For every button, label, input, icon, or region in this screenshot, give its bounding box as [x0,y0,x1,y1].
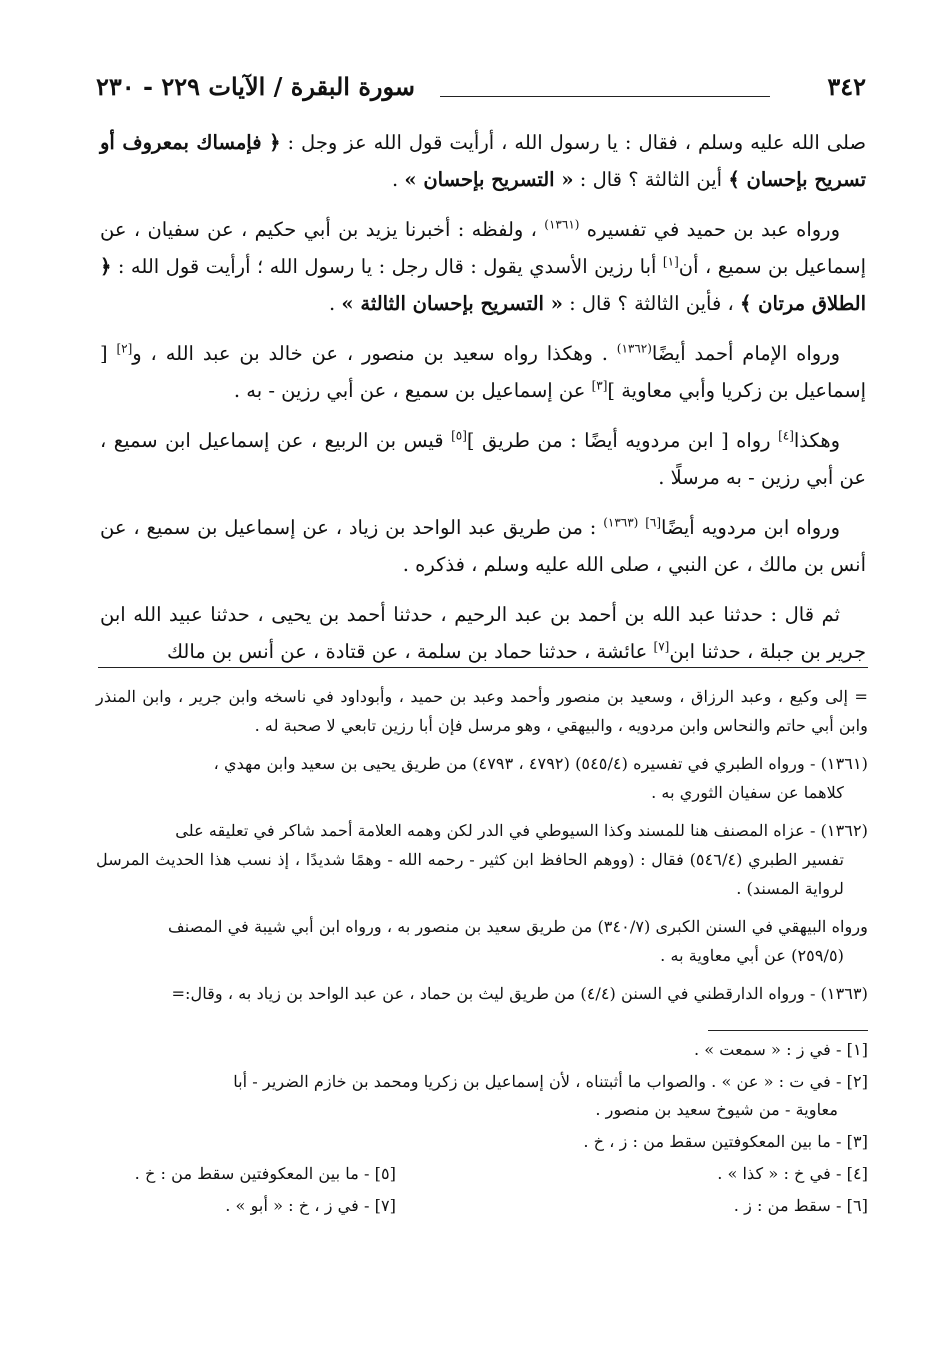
text-run: ورواه الإمام أحمد أيضًا [651,342,841,365]
text-run: ، فأين الثالثة ؟ قال : [569,292,734,315]
text-run: . [329,292,336,315]
text-run: رواه [ ابن مردويه أيضًا : من طريق ] [466,429,771,452]
text-run: صلى الله عليه وسلم ، فقال : يا رسول الله ، أرأيت قول الله عز وجل : [287,131,867,154]
paragraph-6 [100,596,866,670]
footnote [96,979,868,1008]
footnote [96,912,868,970]
variant-row [96,1160,868,1188]
text-run: ثم قال : حدثنا عبد الله بن أحمد بن عبد الرحيم ، حدثنا أحمد بن يحيى ، حدثنا عبيد الله ابن جرير بن جبلة ، حدثنا ابن [100,603,866,663]
footnote [96,749,868,807]
variants-separator [708,1030,868,1031]
variant-note [96,1128,868,1156]
variant-ref: [٧] [653,639,670,654]
footnote-ref: (١٣٦٢) [616,341,652,356]
footnote [96,682,868,740]
main-text [100,124,866,683]
text-run: أبا رزين الأسدي يقول : قال رجل : يا رسول الله ؛ أرأيت قول الله : [117,255,657,278]
footnote-continuation: كلاهما عن سفيان الثوري به . [651,783,844,802]
variant-note [96,1036,868,1064]
footnote-text: ورواه البيهقي في السنن الكبرى (٣٤٠/٧) من طريق سعيد بن منصور به ، ورواه ابن أبي شيبة في المصنف [168,917,868,936]
paragraph-5 [100,509,866,583]
variant-text: [٥] - ما بين المعكوفتين سقط من : خ . [134,1164,396,1183]
footnote-text: = إلى وكيع ، وعبد الرزاق ، وسعيد بن منصور وأحمد وعبد بن حميد ، وأبوداود في ناسخه وابن جرير ، وابن المنذر وابن أبي حاتم والنحاس وابن مردويه ، والبيهقي ، وهو مرسل فإن أبا رزين تابعي لا صحبة له . [96,687,868,735]
text-run: : من طريق عبد الواحد بن زياد ، عن إسماعيل بن سميع ، عن أنس بن مالك ، عن النبي ، صلى الله عليه وسلم ، فذكره . [100,516,866,576]
variant-ref: [٤] [778,428,794,443]
running-title: سورة البقرة / الآيات ٢٢٩ - ٢٣٠ [96,71,415,101]
text-run: ورواه ابن مردويه أيضًا [661,516,840,539]
variant-ref: [٣] [591,378,608,393]
text-run: قيس بن الربيع ، عن إسماعيل ابن سميع ، عن أبي رزين - به مرسلًا . [100,429,866,489]
variant-text: [١] - في ز : « سمعت » . [693,1040,868,1059]
variant-text: [٢] - في ت : « عن » . والصواب ما أثبتناه ، لأن إسماعيل بن زكريا ومحمد بن خازم الضرير - أبا [233,1072,868,1091]
text-run: . وهكذا رواه سعيد بن منصور ، عن خالد بن عبد الله ، و [132,342,608,365]
paragraph-4 [100,422,866,496]
header-rule [440,96,770,97]
quoted-phrase: « التسريح بإحسان الثالثة » [341,292,563,315]
text-run: وهكذا [793,429,841,452]
footnote-continuation: تفسير الطبري (٥٤٦/٤) فقال : (ووهم الحافظ ابن كثير - رحمه الله - وهمًا شديدًا ، إذ نسب هذا الحديث المرسل لرواية المسند) . [96,850,844,898]
page-number: ٣٤٢ [827,71,866,101]
variant-ref: [٢] [116,341,133,356]
page-header [96,66,866,106]
footnote-ref: (١٣٦٣) [603,515,639,530]
paragraph-3 [100,335,866,409]
variant-row [96,1192,868,1220]
quoted-phrase: « التسريح بإحسان » [404,168,574,191]
text-run: . [391,168,399,191]
variant-ref: [٥] [451,428,467,443]
text-run: ، ولفظه : أخبرنا يزيد بن أبي حكيم ، عن سفيان ، عن إسماعيل بن سميع ، أن [100,218,867,278]
paragraph-2 [100,211,866,322]
variant-continuation: معاوية - من شيوخ سعيد بن منصور . [595,1100,838,1119]
text-run: ورواه عبد بن حميد في تفسيره [586,218,840,241]
text-run: [ إسماعيل بن زكريا وأبي معاوية ] [100,342,866,402]
variant-text: [٦] - سقط من : ز . [733,1196,868,1215]
text-run: أين الثالثة ؟ قال : [579,168,723,191]
footnote [96,816,868,903]
manuscript-variants [96,1036,868,1224]
footnote-separator [98,667,868,668]
footnote-text: (١٣٦٢) - عزاه المصنف هنا للمسند وكذا السيوطي في الدر لكن وهمه العلامة أحمد شاكر في تعليقه على [175,821,868,840]
footnote-continuation: (٢٥٩/٥) عن أبي معاوية به . [660,946,844,965]
paragraph-1 [100,124,866,198]
variant-ref: [٦] [645,515,662,530]
quran-quote: ﴿ فإمساك بمعروف أو تسريح بإحسان ﴾ [100,131,866,191]
variant-text: [٧] - في ز ، خ : « أبو » . [225,1196,396,1215]
footnote-text: (١٣٦١) - ورواه الطبري في تفسيره (٥٤٥/٤) (٤٧٩٢ ، ٤٧٩٣) من طريق يحيى بن سعيد وابن مهدي ، [213,754,868,773]
variant-text: [٤] - في خ : « كذا » . [717,1164,868,1183]
variant-text: [٣] - ما بين المعكوفتين سقط من : ز ، خ . [583,1132,868,1151]
text-run: عن إسماعيل بن سميع ، عن أبي رزين - به . [233,379,586,402]
variant-note [96,1068,868,1124]
footnote-ref: (١٣٦١) [544,217,580,232]
footnotes [96,682,868,1017]
text-run: عائشة ، حدثنا حماد بن سلمة ، عن قتادة ، عن أنس بن مالك [166,640,648,663]
quran-quote: ﴿ الطلاق مرتان ﴾ [100,255,866,315]
variant-ref: [١] [662,254,679,269]
footnote-text: (١٣٦٣) - ورواه الدارقطني في السنن (٤/٤) من طريق ليث بن حماد ، عن عبد الواحد بن زياد به ، وقال:= [171,984,868,1003]
